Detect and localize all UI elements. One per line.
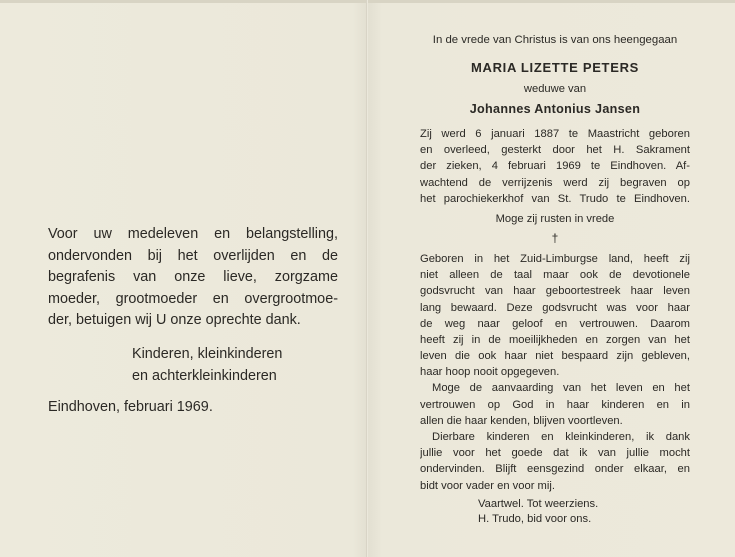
- thanks-line: der, betuigen wij U onze oprechte dank.: [48, 312, 301, 329]
- widow-of: weduwe van: [523, 83, 587, 95]
- body-line: jullie voor het goede dat ik van jullie mocht: [420, 447, 690, 460]
- signature-line: Kinderen, kleinkinderen: [132, 345, 283, 362]
- body-line: Geboren in het Zuid-Limburgse land, heeft zij: [420, 252, 690, 265]
- bio-line: en overleed, gesterkt door het H. Sakrament: [420, 144, 690, 157]
- signature: [48, 344, 338, 387]
- bio-paragraph: [420, 126, 690, 207]
- prayer: H. Trudo, bid voor ons.: [478, 512, 592, 525]
- body-line: heeft zij in de moeilijkheden en zorgen van het: [420, 333, 690, 346]
- body-line: Moge de aanvaarding van het leven en het: [432, 382, 690, 395]
- body-line: ondervinden. Blijft eensgezind onder elkaar, en: [420, 463, 690, 476]
- thanks-text: [48, 224, 338, 332]
- place-date: Eindhoven, februari 1969.: [48, 399, 213, 415]
- thanks-line: moeder, grootmoeder en overgrootmoe-: [48, 290, 338, 307]
- obituary-section: [420, 34, 690, 525]
- body-line: Dierbare kinderen en kleinkinderen, ik dank: [432, 431, 690, 443]
- rest-in-peace: Moge zij rusten in vrede: [495, 212, 615, 225]
- thanks-line: Voor uw medeleven en belangstelling,: [48, 226, 338, 242]
- bio-line: wachtend de verrijzenis werd zij begraven op: [420, 176, 690, 189]
- bio-line: Zij werd 6 januari 1887 te Maastricht geboren: [420, 128, 690, 140]
- thanks-line: ondervonden bij het overlijden en de: [48, 247, 338, 264]
- body-line: leven die ook haar niet bespaard zijn gebleven,: [420, 350, 690, 363]
- deceased-name: MARIA LIZETTE PETERS: [470, 60, 640, 75]
- cross-icon: †: [551, 230, 559, 245]
- body-paragraph: [420, 251, 690, 494]
- signature-line: en achterkleinkinderen: [132, 367, 277, 384]
- intro-line: In de vrede van Christus is van ons heengegaan: [432, 34, 678, 46]
- bio-line: het parochiekerkhof van St. Trudo te Eindhoven.: [420, 192, 690, 205]
- card-fold: [366, 0, 368, 557]
- spouse-name: Johannes Antonius Jansen: [469, 102, 641, 116]
- thanks-section: [48, 224, 338, 387]
- body-line: lang bewaard. Deze godsvrucht was voor haar: [420, 301, 690, 314]
- body-line: allen die haar kenden, blijven voortleven.: [420, 414, 623, 427]
- body-line: godsvrucht van haar geboortestreek haar leven: [420, 285, 690, 298]
- farewell: Vaartwel. Tot weerziens.: [478, 497, 599, 510]
- body-line: de weg naar geloof en vertrouwen. Daarom: [420, 317, 690, 330]
- body-line: haar hoop nooit opgegeven.: [420, 366, 560, 379]
- body-line: niet alleen de taal maar ook de devotionele: [420, 269, 690, 282]
- body-line: bidt voor vader en voor mij.: [420, 479, 555, 492]
- thanks-line: begrafenis van onze lieve, zorgzame: [48, 269, 338, 286]
- bio-line: der zieken, 4 februari 1969 te Eindhoven. Af-: [420, 160, 690, 173]
- body-line: vertrouwen op God in haar kinderen en in: [420, 398, 690, 411]
